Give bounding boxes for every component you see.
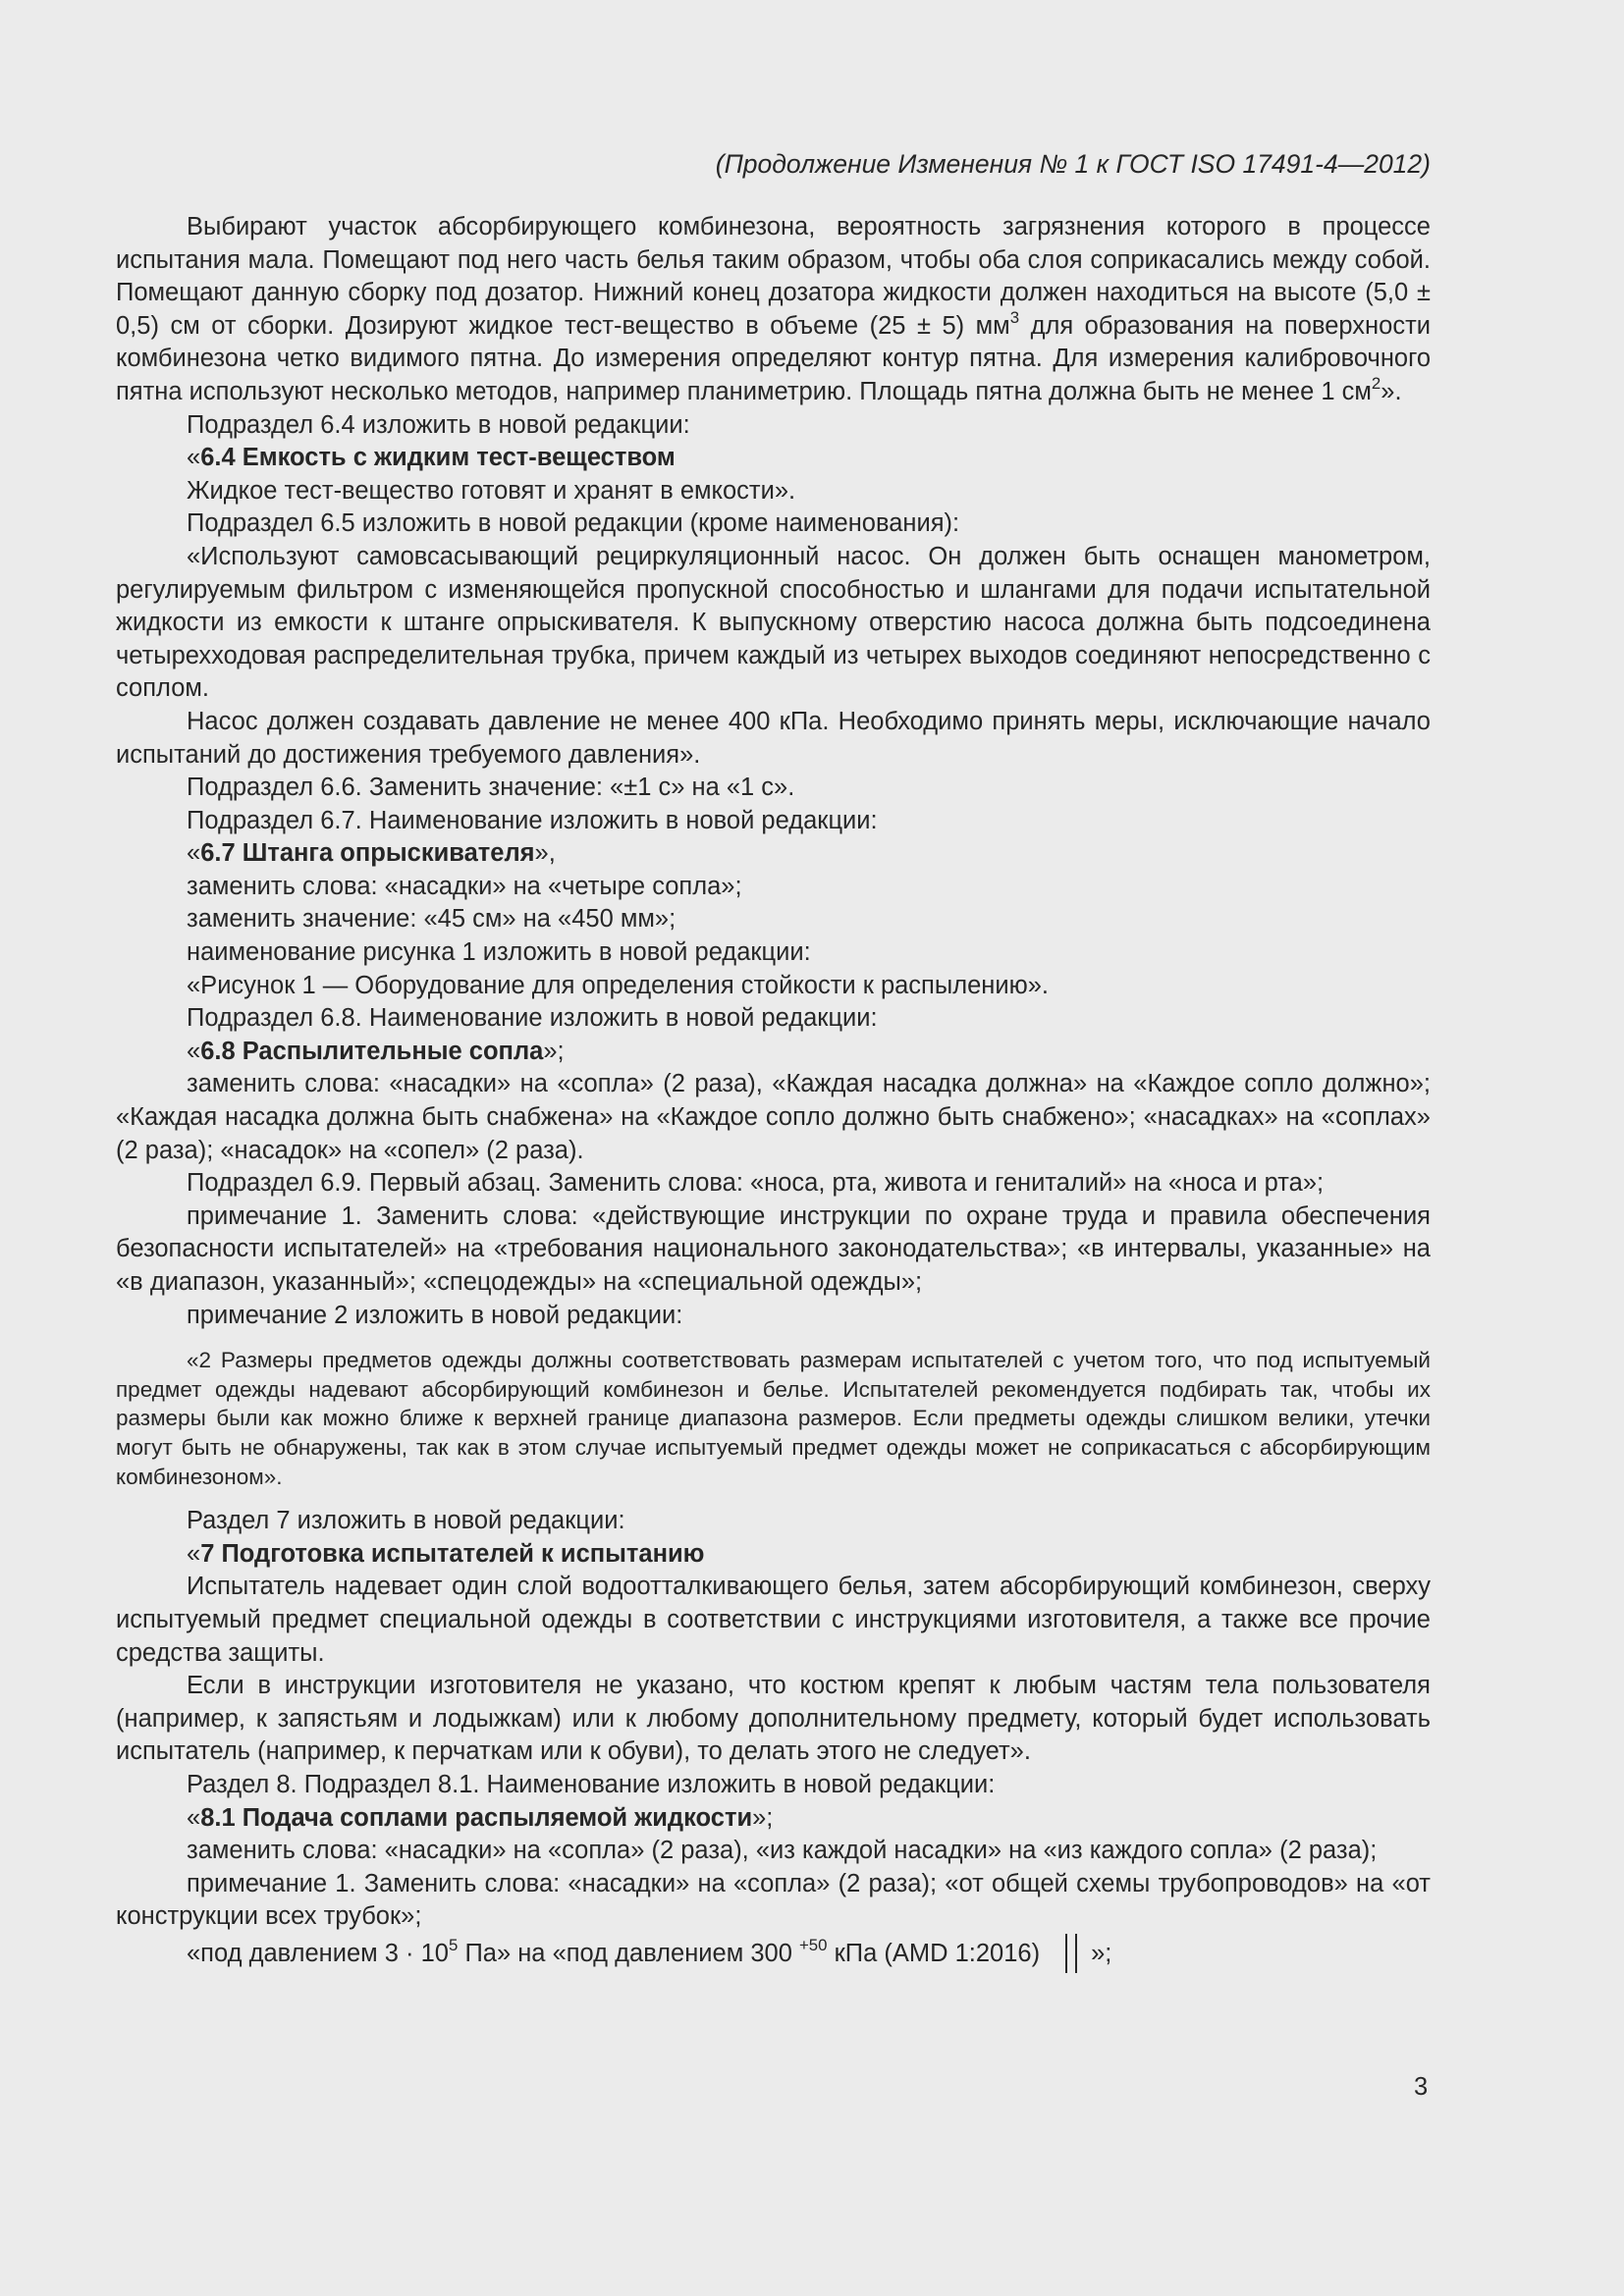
- document-body: [116, 211, 1431, 1973]
- paragraph-20: примечание 2 изложить в новой редакции:: [187, 1301, 683, 1329]
- quote-mark: «: [187, 839, 201, 868]
- paragraph-17: заменить слова: «насадки» на «сопла» (2 раза), «Каждая насадка должна» на «Каждое сопло должно»; «Каждая насадка должна быть снабжена» на «Каждое сопло должно быть снабжено»; «насадках» на «соплах» (2 раза); «насадок» на «сопел» (2 раза).: [116, 1070, 1431, 1164]
- paragraph-28: примечание 1. Заменить слова: «насадки» на «сопла» (2 раза); «от общей схемы трубопроводов» на «от конструкции всех трубок»;: [116, 1869, 1431, 1931]
- change-bar-marker: [1065, 1934, 1077, 1973]
- paragraph-8: Подраздел 6.6. Заменить значение: «±1 с» на «1 с».: [187, 774, 795, 802]
- text-segment: кПа (AMD 1:2016): [827, 1939, 1041, 1967]
- section-title: 6.7 Штанга опрыскивателя: [200, 839, 535, 868]
- paragraph-9: Подраздел 6.7. Наименование изложить в новой редакции:: [187, 806, 878, 834]
- paragraph-4: Жидкое тест-вещество готовят и хранят в емкости».: [187, 476, 796, 505]
- superscript: 3: [1009, 307, 1020, 327]
- text-segment: Па» на «под давлением 300: [458, 1939, 799, 1967]
- text-segment: Выбирают участок абсорбирующего комбинезона, вероятность загрязнения которого в процессе испытания мала. Помещают под него часть белья таким образом, чтобы оба слоя соприкасались между собой. Помещают данную сборку под дозатор. Нижний конец дозатора жидкости должен находиться на высоте (5,0 ± 0,5) см от сборки. Дозируют жидкое тест-вещество в объеме (25 ± 5) мм: [116, 213, 1431, 340]
- paragraph-14: «Рисунок 1 — Оборудование для определения стойкости к распылению».: [187, 971, 1049, 999]
- page-header: (Продолжение Изменения № 1 к ГОСТ ISO 17491-4—2012): [715, 149, 1431, 179]
- quote-mark: »;: [1091, 1939, 1112, 1967]
- section-title: 8.1 Подача соплами распыляемой жидкости: [200, 1803, 753, 1832]
- paragraph-13: наименование рисунка 1 изложить в новой редакции:: [187, 938, 811, 967]
- heading-6-4: [116, 442, 1431, 475]
- paragraph-7: Насос должен создавать давление не менее 400 кПа. Необходимо принять меры, исключающие начало испытаний до достижения требуемого давления».: [116, 707, 1431, 769]
- heading-6-7: [116, 837, 1431, 871]
- heading-6-8: [116, 1036, 1431, 1069]
- heading-7: [116, 1538, 1431, 1572]
- paragraph-5: Подраздел 6.5 изложить в новой редакции (кроме наименования):: [187, 509, 960, 538]
- section-title: 6.8 Распылительные сопла: [200, 1037, 544, 1065]
- paragraph-23: Испытатель надевает один слой водоотталкивающего белья, затем абсорбирующий комбинезон, сверху испытуемый предмет специальной одежды в соответствии с инструкциями изготовителя, а также все прочие средства защиты.: [116, 1573, 1431, 1667]
- paragraph-2: Подраздел 6.4 изложить в новой редакции:: [187, 410, 690, 439]
- text-segment: для образования на поверхности комбинезона четко видимого пятна. До измерения определяют контур пятна. Для измерения калибровочного пятна используют несколько методов, например планиметрию. Площадь пятна должна быть не менее 1 см: [116, 311, 1431, 405]
- section-title: 7 Подготовка испытателей к испытанию: [200, 1539, 705, 1568]
- superscript: 2: [1371, 374, 1381, 394]
- text-segment: «под давлением 3 · 10: [187, 1939, 449, 1967]
- paragraph-27: заменить слова: «насадки» на «сопла» (2 раза), «из каждой насадки» на «из каждого сопла» (2 раза);: [187, 1837, 1378, 1865]
- paragraph-21: Раздел 7 изложить в новой редакции:: [187, 1507, 625, 1535]
- superscript: +50: [798, 1935, 828, 1954]
- paragraph-15: Подраздел 6.8. Наименование изложить в новой редакции:: [187, 1004, 878, 1033]
- paragraph-24: Если в инструкции изготовителя не указано, что костюм крепят к любым частям тела пользователя (например, к запястьям и лодыжкам) или к любому дополнительному предмету, который будет использовать испытатель (например, к перчаткам или к обуви), то делать этого не следует».: [116, 1672, 1431, 1766]
- paragraph-29: [116, 1934, 1431, 1973]
- quote-mark: «: [187, 1803, 201, 1832]
- section-title: 6.4 Емкость с жидким тест-веществом: [200, 444, 676, 472]
- page-number: 3: [1414, 2073, 1429, 2101]
- paragraph-18: Подраздел 6.9. Первый абзац. Заменить слова: «носа, рта, живота и гениталий» на «носа и рта»;: [187, 1169, 1325, 1198]
- paragraph-6: «Используют самовсасывающий рециркуляционный насос. Он должен быть оснащен манометром, регулируемым фильтром с изменяющейся пропускной способностью и шлангами для подачи испытательной жидкости из емкости к штанге опрыскивателя. К выпускному отверстию насоса должна быть подсоединена четырехходовая распределительная трубка, причем каждый из четырех выходов соединяют непосредственно с соплом.: [116, 542, 1431, 703]
- paragraph-1: [116, 211, 1431, 409]
- quote-mark: «: [187, 1037, 201, 1065]
- heading-8-1: [116, 1802, 1431, 1836]
- paragraph-12: заменить значение: «45 см» на «450 мм»;: [187, 905, 677, 934]
- quote-mark: »;: [543, 1037, 565, 1065]
- quote-mark: «: [187, 1539, 201, 1568]
- quote-mark: «: [187, 444, 201, 472]
- quote-mark: »,: [534, 839, 556, 868]
- paragraph-11: заменить слова: «насадки» на «четыре сопла»;: [187, 872, 742, 900]
- note-2: «2 Размеры предметов одежды должны соответствовать размерам испытателей с учетом того, что под испытуемый предмет одежды надевают абсорбирующий комбинезон и белье. Испытателей рекомендуется подбирать так, чтобы их размеры были как можно ближе к верхней границе диапазона размеров. Если предметы одежды слишком велики, утечки могут быть не обнаружены, так как в этом случае испытуемый предмет одежды может не соприкасаться с абсорбирующим комбинезоном».: [116, 1348, 1431, 1489]
- superscript: 5: [449, 1935, 459, 1954]
- text-segment: ».: [1380, 377, 1402, 405]
- quote-mark: »;: [752, 1803, 774, 1832]
- paragraph-19: примечание 1. Заменить слова: «действующие инструкции по охране труда и правила обеспечения безопасности испытателей» на «требования национального законодательства»; «в интервалы, указанные» на «в диапазон, указанный»; «спецодежды» на «специальной одежды»;: [116, 1201, 1431, 1296]
- paragraph-25: Раздел 8. Подраздел 8.1. Наименование изложить в новой редакции:: [187, 1770, 996, 1798]
